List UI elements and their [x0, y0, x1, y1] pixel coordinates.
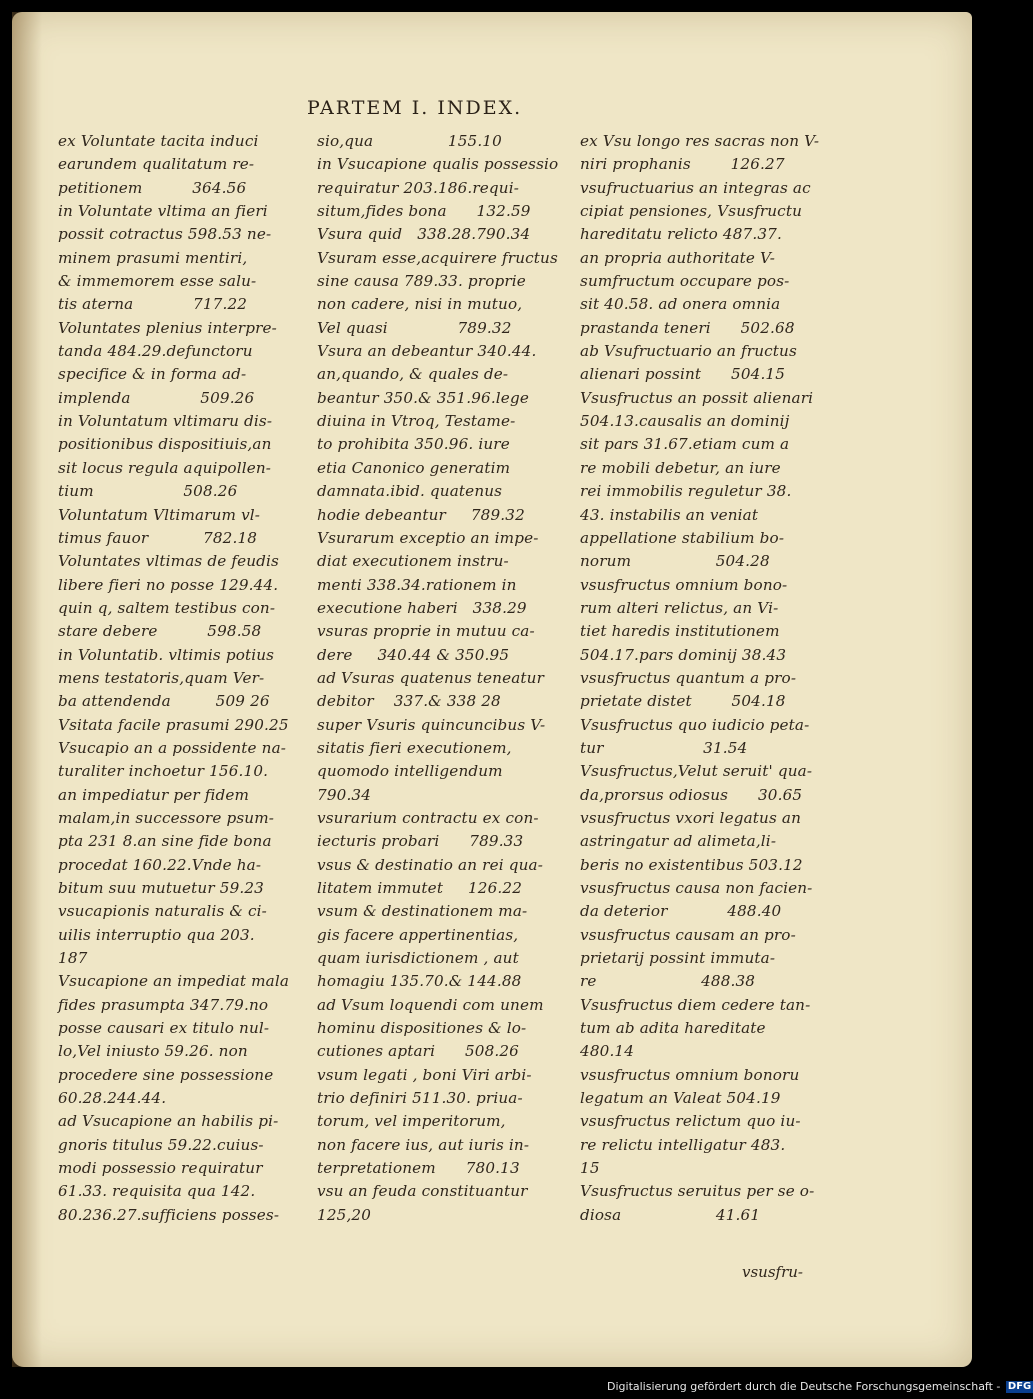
index-line: Voluntates vltimas de feudis [58, 552, 279, 571]
index-line: 43. instabilis an veniat [580, 505, 759, 524]
index-line: diat executionem instru- [317, 552, 509, 571]
index-line: gnoris titulus 59.22.cuius- [58, 1135, 264, 1154]
index-line: sitatis fieri executionem, [317, 738, 512, 757]
index-line: sumfructum occupare pos- [580, 272, 790, 291]
index-line: re mobili debetur, an iure [580, 458, 781, 477]
index-line: bitum suu mutuetur 59.23 [58, 879, 264, 897]
index-line: vsusfructus causa non facien- [580, 879, 813, 897]
index-line: re relictu intelligatur 483. [580, 1135, 786, 1154]
index-line: vsu an feuda constituantur [317, 1182, 528, 1201]
index-line: 480.14 [580, 1042, 635, 1061]
index-line: vsufructuarius an integras ac [580, 178, 811, 197]
index-line: tur 31.54 [580, 738, 748, 757]
index-line: an impediatur per fidem [58, 785, 250, 804]
book-page [12, 12, 972, 1367]
index-line: sit locus regula aquipollen- [58, 458, 272, 477]
index-line: debitor 337.& 338 28 [317, 692, 501, 711]
index-line: da deterior 488.40 [580, 902, 782, 921]
index-line: procedere sine possessione [58, 1065, 274, 1084]
index-line: Vsusfructus quo iudicio peta- [580, 715, 810, 734]
index-line: possit cotractus 598.53 ne- [58, 225, 272, 244]
index-line: Vsura quid 338.28.790.34 [317, 225, 531, 244]
index-line: vsurarium contractu ex con- [317, 808, 539, 827]
index-line: tiet haredis institutionem [580, 622, 780, 641]
index-line: Vel quasi 789.32 [317, 318, 512, 337]
index-line: cipiat pensiones, Vsusfructu [580, 202, 803, 221]
index-line: quin q, saltem testibus con- [58, 598, 276, 617]
index-line: menti 338.34.rationem in [317, 575, 517, 594]
index-line: fides prasumpta 347.79.no [58, 995, 269, 1014]
index-line: in Voluntate vltima an fieri [58, 202, 268, 221]
index-line: litatem immutet 126.22 [317, 879, 523, 897]
index-line: sine causa 789.33. proprie [317, 272, 526, 291]
index-line: etia Canonico generatim [317, 458, 511, 477]
index-line: vsusfructus omnium bono- [580, 575, 788, 594]
index-line: procedat 160.22.Vnde ha- [58, 855, 262, 874]
index-line: Vsusfructus diem cedere tan- [580, 995, 811, 1014]
index-line: norum 504.28 [580, 552, 770, 571]
index-line: ab Vsufructuario an fructus [580, 342, 797, 361]
index-line: prietarij possint immuta- [580, 949, 776, 968]
index-line: rum alteri relictus, an Vi- [580, 598, 779, 617]
index-column-middle [317, 130, 575, 1227]
index-line: sio,qua 155.10 [317, 132, 502, 150]
index-line: homagiu 135.70.& 144.88 [317, 972, 522, 991]
index-line: legatum an Valeat 504.19 [580, 1089, 781, 1108]
index-line: in Voluntatib. vltimis potius [58, 645, 275, 664]
index-line: vsusfructus vxori legatus an [580, 808, 802, 827]
index-line: mens testatoris,quam Ver- [58, 668, 265, 687]
index-line: beantur 350.& 351.96.lege [317, 388, 529, 407]
index-line: executione haberi 338.29 [317, 598, 527, 617]
index-line: an,quando, & quales de- [317, 365, 509, 384]
index-line: Vsura an debeantur 340.44. [317, 342, 537, 361]
index-line: vsuras proprie in mutuu ca- [317, 622, 535, 641]
index-line: Vsusfructus seruitus per se o- [580, 1182, 815, 1201]
index-line: hareditatu relicto 487.37. [580, 225, 782, 244]
index-line: cutiones aptari 508.26 [317, 1042, 519, 1061]
index-line: Vsuram esse,acquirere fructus [317, 248, 558, 267]
index-line: Vsitata facile prasumi 290.25 [58, 715, 289, 734]
index-line: Vsucapio an a possidente na- [58, 738, 287, 757]
index-line: to prohibita 350.96. iure [317, 435, 510, 454]
index-line: libere fieri no posse 129.44. [58, 575, 279, 594]
index-line: quam iurisdictionem , aut [317, 949, 519, 968]
index-line: posse causari ex titulo nul- [58, 1019, 270, 1038]
index-line: diosa 41.61 [580, 1205, 761, 1224]
index-line: ex Voluntate tacita induci [58, 132, 259, 150]
index-line: niri prophanis 126.27 [580, 155, 785, 174]
index-line: sit pars 31.67.etiam cum a [580, 435, 790, 454]
index-line: super Vsuris quincuncibus V- [317, 715, 546, 734]
index-line: dere 340.44 & 350.95 [317, 645, 510, 664]
index-line: prastanda teneri 502.68 [580, 318, 795, 337]
index-line: re 488.38 [580, 972, 756, 991]
index-line: tanda 484.29.defunctoru [58, 342, 253, 361]
index-line: Voluntates plenius interpre- [58, 318, 277, 337]
index-column-right [580, 130, 835, 1227]
index-line: Vsucapione an impediat mala [58, 972, 290, 991]
credit-text: Digitalisierung gefördert durch die Deutsche Forschungsgemeinschaft - [607, 1380, 1001, 1393]
digitization-credit [607, 1380, 1032, 1396]
index-line: sit 40.58. ad onera omnia [580, 295, 781, 314]
index-line: vsus & destinatio an rei qua- [317, 855, 543, 874]
index-line: positionibus dispositiuis,an [58, 435, 272, 454]
index-line: specifice & in forma ad- [58, 365, 247, 384]
index-line: situm,fides bona 132.59 [317, 202, 531, 221]
index-line: in Voluntatum vltimaru dis- [58, 412, 273, 431]
index-line: vsusfructus causam an pro- [580, 925, 796, 944]
index-line: appellatione stabilium bo- [580, 528, 785, 547]
index-line: petitionem 364.56 [58, 178, 247, 197]
index-line: ad Vsuras quatenus teneatur [317, 668, 545, 687]
index-line: tum ab adita hareditate [580, 1019, 766, 1038]
index-line: requiratur 203.186.requi- [317, 178, 520, 197]
index-line: modi possessio requiratur [58, 1159, 263, 1178]
index-line: an propria authoritate V- [580, 248, 776, 267]
index-line: Vsurarum exceptio an impe- [317, 528, 539, 547]
index-line: implenda 509.26 [58, 388, 255, 407]
index-line: ad Vsucapione an habilis pi- [58, 1112, 279, 1131]
index-line: da,prorsus odiosus 30.65 [580, 785, 803, 804]
dfg-logo: DFG [1007, 1381, 1032, 1392]
index-line: trio definiri 511.30. priua- [317, 1089, 523, 1108]
index-line: vsusfructus relictum quo iu- [580, 1112, 801, 1131]
index-line: Vsusfructus,Velut seruit' qua- [580, 762, 813, 781]
index-line: diuina in Vtroq, Testame- [317, 412, 516, 431]
index-line: tium 508.26 [58, 482, 238, 501]
index-line: timus fauor 782.18 [58, 528, 258, 547]
index-line: iecturis probari 789.33 [317, 832, 524, 851]
index-line: Vsusfructus an possit alienari [580, 388, 814, 407]
catchword: vsusfru- [742, 1263, 803, 1281]
index-line: damnata.ibid. quatenus [317, 482, 503, 501]
index-line: gis facere appertinentias, [317, 925, 519, 944]
index-line: minem prasumi mentiri, [58, 248, 248, 267]
index-line: beris no existentibus 503.12 [580, 855, 803, 874]
index-line: terpretationem 780.13 [317, 1159, 520, 1178]
index-line: vsucapionis naturalis & ci- [58, 902, 267, 921]
index-line: hodie debeantur 789.32 [317, 505, 525, 524]
index-line: hominu dispositiones & lo- [317, 1019, 527, 1038]
index-line: 790.34 [317, 785, 372, 804]
index-line: alienari possint 504.15 [580, 365, 786, 384]
index-line: prietate distet 504.18 [580, 692, 786, 711]
index-line: stare debere 598.58 [58, 622, 262, 641]
index-line: vsusfructus quantum a pro- [580, 668, 797, 687]
index-line: torum, vel imperitorum, [317, 1112, 506, 1131]
index-line: lo,Vel iniusto 59.26. non [58, 1042, 248, 1061]
index-line: ba attendenda 509 26 [58, 692, 270, 711]
index-line: earundem qualitatum re- [58, 155, 255, 174]
index-line: 15 [580, 1159, 600, 1178]
index-line: & immemorem esse salu- [58, 272, 257, 291]
index-line: vsum & destinationem ma- [317, 902, 528, 921]
index-line: in Vsucapione qualis possessio [317, 155, 559, 174]
running-header: PARTEM I. INDEX. [307, 97, 523, 119]
index-line: vsusfructus omnium bonoru [580, 1065, 800, 1084]
index-line: 125,20 [317, 1205, 372, 1224]
index-line: astringatur ad alimeta,li- [580, 832, 777, 851]
index-line: uilis interruptio qua 203. [58, 925, 255, 944]
index-line: ad Vsum loquendi com unem [317, 995, 544, 1014]
index-column-left [58, 130, 310, 1227]
index-line: 60.28.244.44. [58, 1089, 167, 1108]
index-line: 504.17.pars dominij 38.43 [580, 645, 787, 664]
index-line: Voluntatum Vltimarum vl- [58, 505, 261, 524]
index-line: vsum legati , boni Viri arbi- [317, 1065, 532, 1084]
index-line: non facere ius, aut iuris in- [317, 1135, 530, 1154]
index-line: rei immobilis reguletur 38. [580, 482, 792, 501]
index-line: malam,in successore psum- [58, 808, 275, 827]
index-line: quomodo intelligendum [317, 762, 503, 781]
index-line: turaliter inchoetur 156.10. [58, 762, 269, 781]
index-line: non cadere, nisi in mutuo, [317, 295, 523, 314]
index-line: 187 [58, 949, 88, 968]
index-line: 504.13.causalis an dominij [580, 412, 790, 431]
index-line: ex Vsu longo res sacras non V- [580, 132, 820, 150]
index-line: pta 231 8.an sine fide bona [58, 832, 272, 851]
index-line: 80.236.27.sufficiens posses- [58, 1205, 280, 1224]
index-line: 61.33. requisita qua 142. [58, 1182, 256, 1201]
index-line: tis aterna 717.22 [58, 295, 248, 314]
